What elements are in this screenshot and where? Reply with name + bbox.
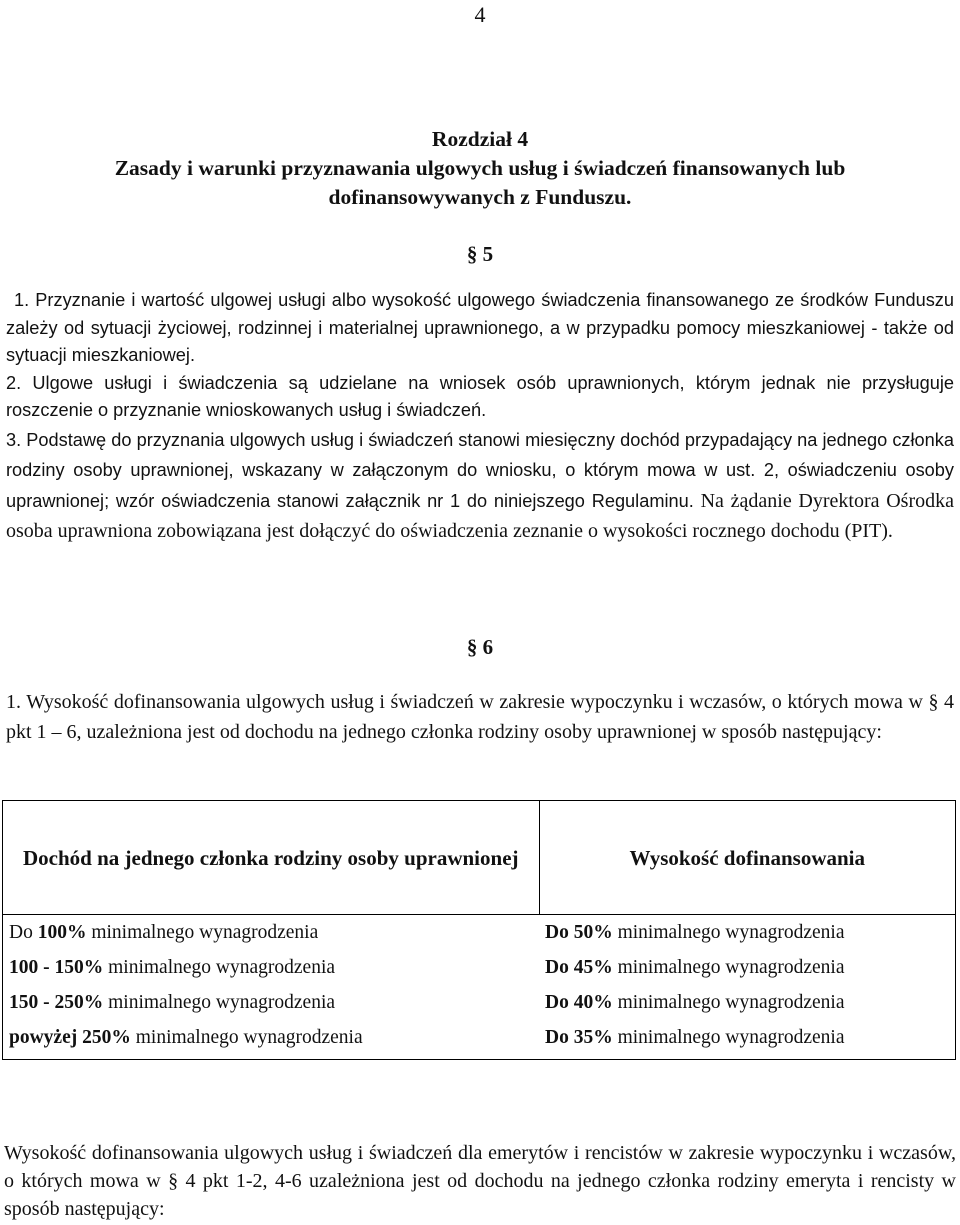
section-5-point-3b: Na żądanie Dyrektora Ośrodka osoba uprawniona zobowiązana jest dołączyć do oświadczenia zeznanie o wysokości rocznego dochodu (PIT).	[6, 489, 954, 542]
rate-cell	[539, 1020, 956, 1060]
rate-pct: 35%	[573, 1026, 613, 1048]
income-rest: minimalnego wynagrodzenia	[103, 956, 336, 978]
rate-rest: minimalnego wynagrodzenia	[612, 991, 845, 1013]
rate-cell	[539, 915, 956, 951]
income-bold: powyżej 250%	[9, 1026, 131, 1048]
rate-pct: 40%	[573, 991, 613, 1013]
closing-text: Wysokość dofinansowania ulgowych usług i świadczeń dla emerytów i rencistów w zakresie wypoczynku i wczasów, o których mowa w § 4 pkt 1-2, 4-6 uzależniona jest od dochodu na jednego członka rodziny emeryta i rencisty w sposób następujący:	[4, 1142, 956, 1220]
rate-prefix: Do	[545, 956, 574, 978]
income-rest: minimalnego wynagrodzenia	[86, 921, 319, 943]
income-cell	[3, 985, 540, 1020]
income-prefix: Do	[9, 921, 38, 943]
income-rest: minimalnego wynagrodzenia	[130, 1026, 363, 1048]
section-5-body	[6, 287, 954, 547]
section-5-point-1: 1. Przyznanie i wartość ulgowej usługi albo wysokość ulgowego świadczenia finansowanego ze środków Funduszu zależy od sytuacji życiowej, rodzinnej i materialnej uprawnionego, a w przypadku pomocy mieszkaniowej - także od sytuacji mieszkaniowej.	[6, 290, 954, 365]
table-row	[3, 1020, 956, 1060]
rate-prefix: Do	[545, 1026, 574, 1048]
rate-cell	[539, 950, 956, 985]
income-rest: minimalnego wynagrodzenia	[103, 991, 336, 1013]
income-cell	[3, 1020, 540, 1060]
rate-pct: 50%	[573, 921, 613, 943]
chapter-heading	[40, 125, 920, 212]
page-number: 4	[474, 2, 486, 27]
rate-prefix: Do	[545, 991, 574, 1013]
section-5-point-2: 2. Ulgowe usługi i świadczenia są udzielane na wniosek osób uprawnionych, którym jednak nie przysługuje roszczenie o przyznanie wnioskowanych usług i świadczeń.	[6, 372, 954, 420]
section-6-body	[6, 687, 954, 747]
section-5-sign: § 5	[466, 242, 494, 266]
rate-prefix: Do	[545, 921, 574, 943]
rate-cell	[539, 985, 956, 1020]
section-6-point-1: 1. Wysokość dofinansowania ulgowych usług i świadczeń w zakresie wypoczynku i wczasów, o których mowa w § 4 pkt 1 – 6, uzależniona jest od dochodu na jednego członka rodziny osoby uprawnionej w sposób następujący:	[6, 691, 954, 743]
section-6-sign: § 6	[466, 635, 494, 659]
table-row	[3, 915, 956, 951]
header-rate: Wysokość dofinansowania	[539, 801, 956, 915]
rate-pct: 45%	[573, 956, 613, 978]
table-row	[3, 985, 956, 1020]
income-bold: 100%	[37, 921, 87, 943]
income-cell	[3, 950, 540, 985]
closing-paragraph	[4, 1139, 956, 1223]
table-row	[3, 950, 956, 985]
income-bold: 150 - 250%	[9, 991, 104, 1013]
chapter-title: Rozdział 4	[431, 127, 529, 151]
income-bold: 100 - 150%	[9, 956, 104, 978]
section-5-point-3	[6, 425, 954, 547]
header-income: Dochód na jednego członka rodziny osoby uprawnionej	[3, 801, 540, 915]
rate-rest: minimalnego wynagrodzenia	[612, 921, 845, 943]
table-header-row	[3, 801, 956, 915]
chapter-subtitle: Zasady i warunki przyznawania ulgowych usług i świadczeń finansowanych lub dofinansowywanych z Funduszu.	[114, 156, 846, 209]
rate-rest: minimalnego wynagrodzenia	[612, 1026, 845, 1048]
income-cell	[3, 915, 540, 951]
income-rates-table	[2, 800, 956, 1060]
rate-rest: minimalnego wynagrodzenia	[612, 956, 845, 978]
section-5-point-3a: 3. Podstawę do przyznania ulgowych usług i świadczeń stanowi miesięczny dochód przypadający na jednego członka rodziny osoby uprawnionej, wskazany w załączonym do wniosku, o którym mowa w ust. 2, oświadczeniu osoby uprawnionej; wzór oświadczenia stanowi załącznik nr 1 do niniejszego Regulaminu.	[6, 429, 954, 511]
